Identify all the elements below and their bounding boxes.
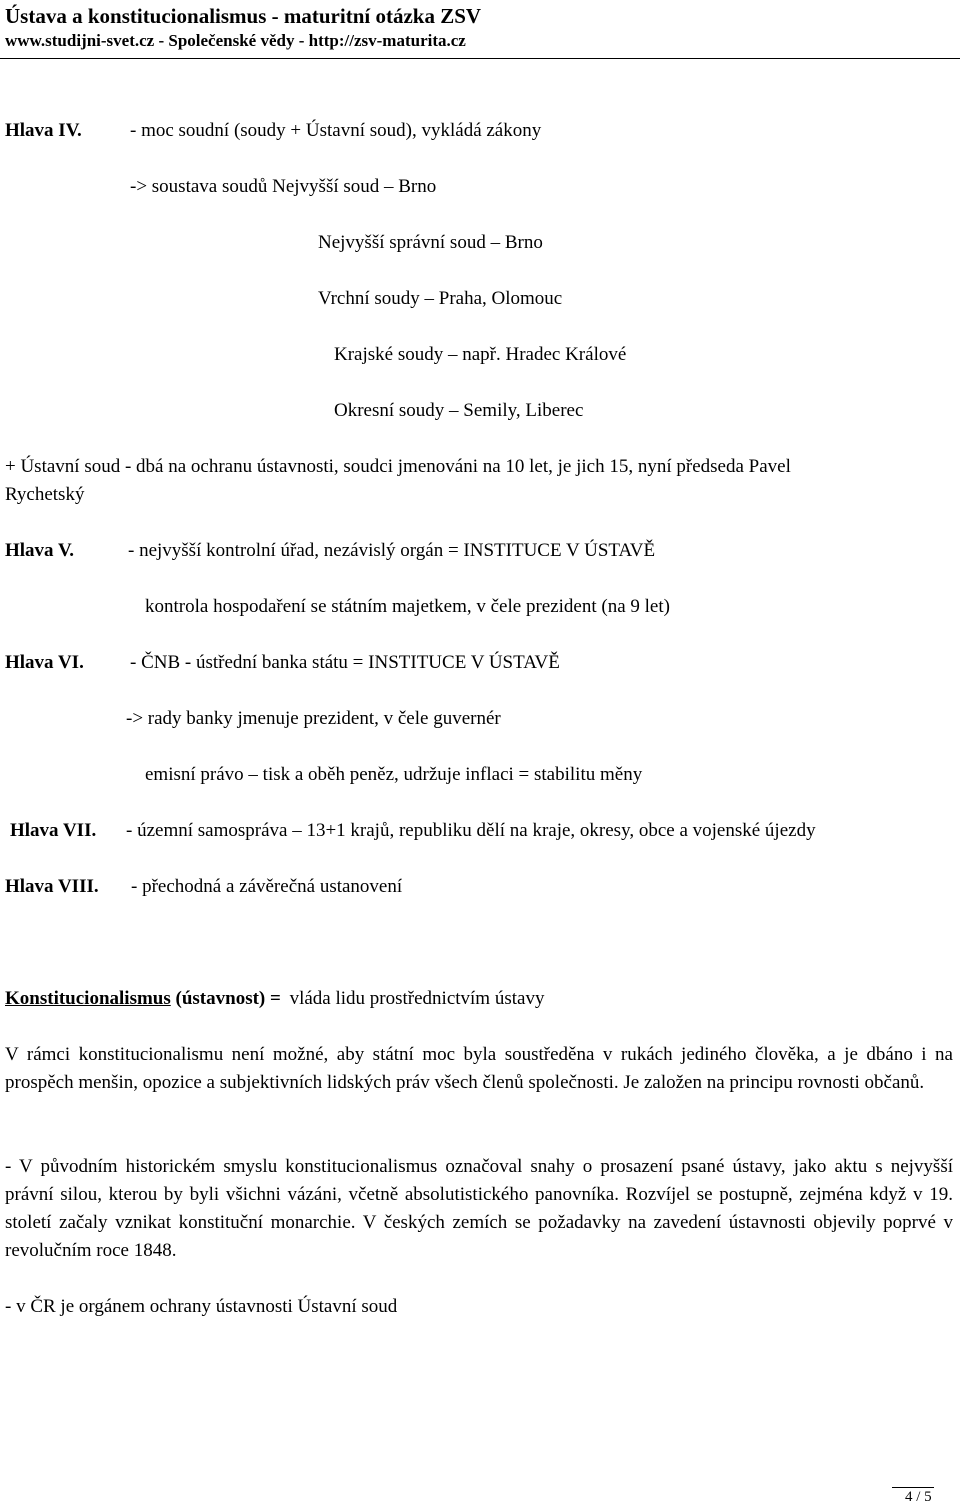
- courts-intro: -> soustava soudů Nejvyšší soud – Brno: [130, 176, 437, 197]
- document-subtitle: www.studijni-svet.cz - Společenské vědy - http://zsv-maturita.cz: [5, 31, 466, 50]
- definition: vláda lidu prostřednictvím ústavy: [289, 988, 545, 1009]
- page-number: 4 / 5: [905, 1489, 932, 1505]
- section-detail: emisní právo – tisk a oběh peněz, udržuje inflaci = stabilitu měny: [145, 764, 643, 785]
- section-label: Hlava VIII.: [5, 876, 99, 897]
- definition-line: [5, 985, 544, 1013]
- section-label: Hlava VII.: [10, 820, 97, 841]
- term: Konstitucionalismus: [5, 988, 171, 1009]
- term-paren: (ústavnost) =: [175, 988, 281, 1009]
- section-text: - ČNB - ústřední banka státu = INSTITUCE V ÚSTAVĚ: [130, 652, 560, 673]
- section-label: Hlava IV.: [5, 120, 82, 141]
- court-item: Nejvyšší správní soud – Brno: [318, 232, 543, 253]
- constitutional-court-line: Rychetský: [5, 484, 85, 505]
- section-text: - nejvyšší kontrolní úřad, nezávislý orgán = INSTITUCE V ÚSTAVĚ: [128, 540, 656, 561]
- paragraph: - v ČR je orgánem ochrany ústavnosti Ústavní soud: [5, 1296, 398, 1317]
- section-detail: -> rady banky jmenuje prezident, v čele guvernér: [126, 708, 501, 729]
- court-item: Okresní soudy – Semily, Liberec: [334, 400, 584, 421]
- paragraph: V rámci konstitucionalismu není možné, aby státní moc byla soustředěna v rukách jediného člověka, a je dbáno i na prospěch menšin, opozice a subjektivních lidských práv všech členů společnosti. Je založen na principu rovnosti občanů.: [5, 1044, 953, 1093]
- paragraph: - V původním historickém smyslu konstitucionalismus označoval snahy o prosazení psané ústavy, jako aktu s nejvyšší právní silou, kterou by byli všichni vázáni, včetně absolutistického panovníka. Rozvíjel se postupně, zejména když v 19. století začaly vznikat konstituční monarchie. V českých zemích se požadavky na zavedení ústavnosti objevily poprvé v revolučním roce 1848.: [5, 1156, 953, 1261]
- section-label: Hlava VI.: [5, 652, 84, 673]
- document-title: Ústava a konstitucionalismus - maturitní otázka ZSV: [5, 4, 482, 28]
- section-text: - přechodná a závěrečná ustanovení: [131, 876, 403, 897]
- section-text: - územní samospráva – 13+1 krajů, republiku dělí na kraje, okresy, obce a vojenské újezdy: [126, 820, 816, 841]
- court-item: Vrchní soudy – Praha, Olomouc: [318, 288, 563, 309]
- section-detail: kontrola hospodaření se státním majetkem, v čele prezident (na 9 let): [145, 596, 670, 617]
- section-label: Hlava V.: [5, 540, 74, 561]
- section-text: - moc soudní (soudy + Ústavní soud), vykládá zákony: [130, 120, 542, 141]
- footer-divider: [892, 1487, 934, 1488]
- header-divider: [0, 58, 960, 59]
- court-item: Krajské soudy – např. Hradec Králové: [334, 344, 627, 365]
- constitutional-court-line: + Ústavní soud - dbá na ochranu ústavnosti, soudci jmenováni na 10 let, je jich 15, nyní předseda Pavel: [5, 456, 791, 477]
